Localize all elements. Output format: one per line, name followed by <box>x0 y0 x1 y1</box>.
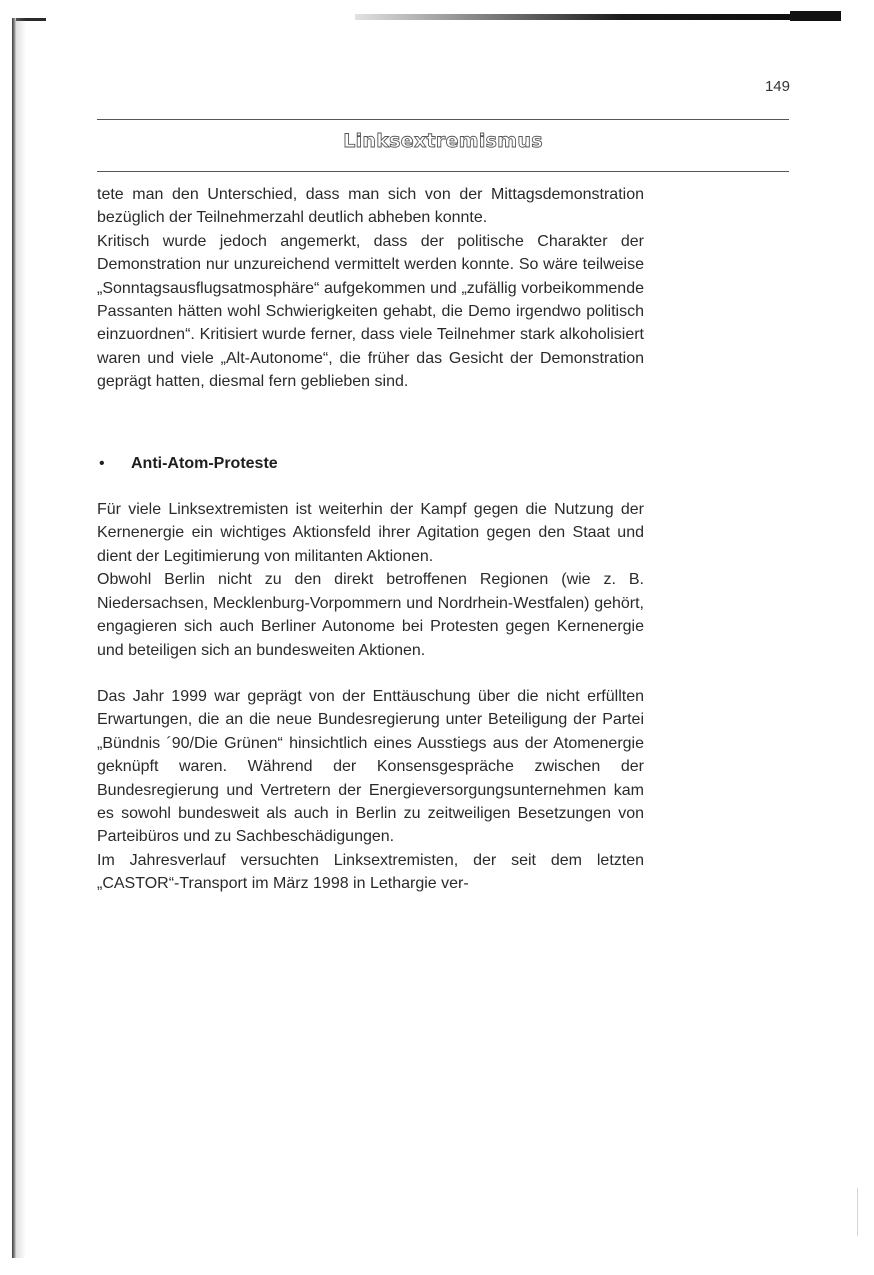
scan-border-top-end <box>790 11 841 21</box>
scan-artifact-right <box>857 1188 858 1236</box>
paragraph: Für viele Linksextremisten ist weiterhin der Kampf gegen die Nutzung der Kernenergie ein wichtiges Aktionsfeld ihrer Agitation gegen den Staat und dient der Legitimierung von militanten Aktionen. <box>97 501 644 565</box>
page-body <box>97 183 644 896</box>
bullet-icon: • <box>99 454 105 472</box>
spacer <box>97 475 644 498</box>
page-number: 149 <box>764 78 790 95</box>
paragraph: tete man den Unterschied, dass man sich von der Mittagsdemonstration bezüglich der Teilnehmerzahl deutlich abheben konnte. <box>97 186 644 227</box>
paragraph: Obwohl Berlin nicht zu den direkt betroffenen Regionen (wie z. B. Niedersachsen, Mecklenburg-Vorpommern und Nordrhein-Westfalen) gehört, engagieren sich auch Berliner Autonome bei Protesten gegen Kernenergie und beteiligen sich an bundesweiten Aktionen. <box>97 571 644 659</box>
header-rule-bottom <box>97 171 789 172</box>
header-rule-top <box>97 119 789 120</box>
spacer <box>97 662 644 685</box>
running-title: Linksextremismus <box>343 130 543 152</box>
section-heading <box>97 452 644 475</box>
scan-border-top <box>355 14 841 20</box>
spacer <box>97 394 644 452</box>
paragraph: Das Jahr 1999 war geprägt von der Enttäuschung über die nicht erfüllten Erwartungen, die an die neue Bundesregierung unter Beteiligung der Partei „Bündnis ´90/Die Grünen“ hinsichtlich eines Ausstiegs aus der Atomenergie geknüpft waren. Während der Konsensgespräche zwischen der Bundesregierung und Vertretern der Energieversorgungsunternehmen kam es sowohl bundesweit als auch in Berlin zu zeitweiligen Besetzungen von Parteibüros und zu Sachbeschädigungen. <box>97 687 644 846</box>
paragraph: Im Jahresverlauf versuchten Linksextremisten, der seit dem letzten „CASTOR“-Transport im März 1998 in Lethargie ver- <box>97 851 644 893</box>
scan-border-left-shadow <box>16 18 26 1258</box>
paragraph: Kritisch wurde jedoch angemerkt, dass der politische Charakter der Demonstration nur unzureichend vermittelt werden konnte. So wäre teilweise „Sonntagsausflugsatmosphäre“ aufgekommen und „zufällig vorbeikommende Passanten hätten wohl Schwierigkeiten gehabt, die Demo irgendwo politisch einzuordnen“. Kritisiert wurde ferner, dass viele Teilnehmer stark alkoholisiert waren und viele „Alt-Autonome“, die früher das Gesicht der Demonstration geprägt hatten, diesmal fern geblieben sind. <box>97 232 644 391</box>
section-heading-text: Anti-Atom-Proteste <box>131 454 278 472</box>
